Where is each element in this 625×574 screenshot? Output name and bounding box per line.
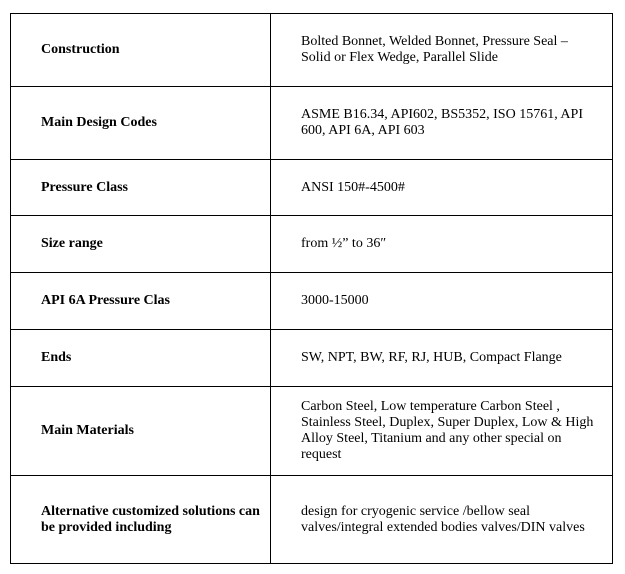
- spec-label: API 6A Pressure Clas: [11, 273, 271, 330]
- spec-value: SW, NPT, BW, RF, RJ, HUB, Compact Flange: [271, 330, 613, 387]
- spec-label: Main Design Codes: [11, 87, 271, 160]
- spec-label: Construction: [11, 14, 271, 87]
- spec-value: ANSI 150#-4500#: [271, 160, 613, 216]
- spec-label: Main Materials: [11, 387, 271, 476]
- spec-row-alternative-solutions: [11, 476, 613, 564]
- spec-value: from ½” to 36″: [271, 216, 613, 273]
- spec-row-ends: [11, 330, 613, 387]
- spec-value: Carbon Steel, Low temperature Carbon Steel , Stainless Steel, Duplex, Super Duplex, Low & High Alloy Steel, Titanium and any other special on request: [271, 387, 613, 476]
- spec-value: ASME B16.34, API602, BS5352, ISO 15761, API 600, API 6A, API 603: [271, 87, 613, 160]
- spec-label: Size range: [11, 216, 271, 273]
- spec-row-design-codes: [11, 87, 613, 160]
- spec-row-construction: [11, 14, 613, 87]
- spec-label: Ends: [11, 330, 271, 387]
- spec-row-pressure-class: [11, 160, 613, 216]
- spec-value: 3000-15000: [271, 273, 613, 330]
- spec-value: Bolted Bonnet, Welded Bonnet, Pressure Seal – Solid or Flex Wedge, Parallel Slide: [271, 14, 613, 87]
- spec-label: Alternative customized solutions can be provided including: [11, 476, 271, 564]
- spec-row-main-materials: [11, 387, 613, 476]
- valve-spec-table: [10, 13, 613, 564]
- spec-value: design for cryogenic service /bellow seal valves/integral extended bodies valves/DIN valves: [271, 476, 613, 564]
- spec-label: Pressure Class: [11, 160, 271, 216]
- spec-row-size-range: [11, 216, 613, 273]
- spec-row-api6a-pressure: [11, 273, 613, 330]
